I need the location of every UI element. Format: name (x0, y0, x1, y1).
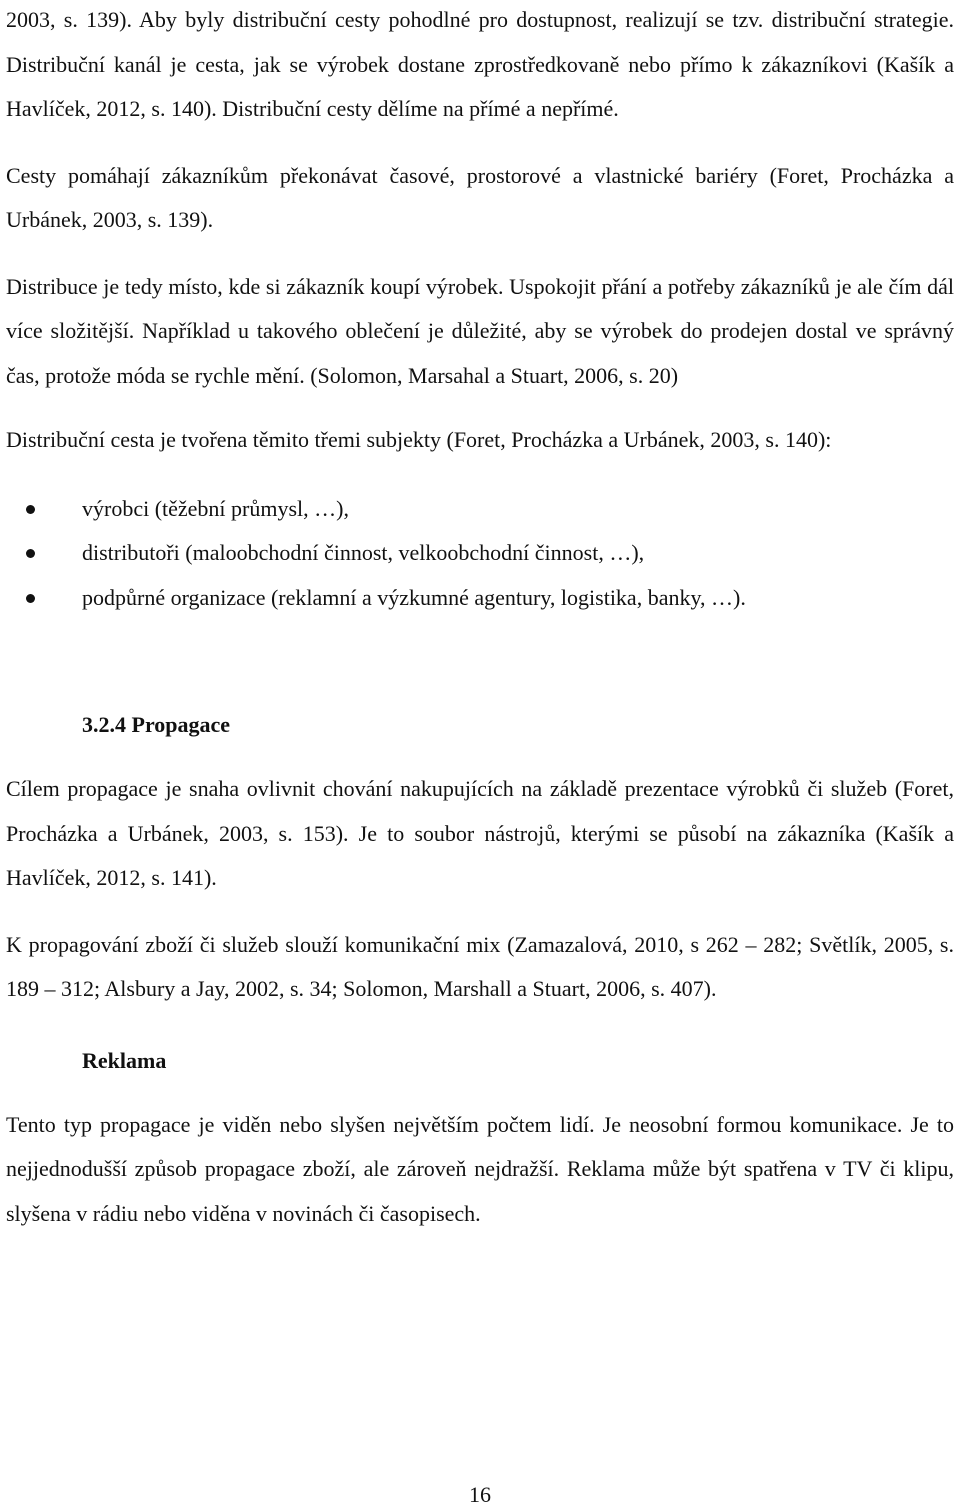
bullet-icon (26, 594, 35, 603)
paragraph-barriers: Cesty pomáhají zákazníkům překonávat časové, prostorové a vlastnické bariéry (Foret, Procházka a Urbánek, 2003, s. 139). (6, 162, 954, 232)
document-page (6, 0, 954, 1236)
bullet-icon (26, 549, 35, 558)
list-item-text: distributoři (maloobchodní činnost, velkoobchodní činnost, …), (82, 540, 645, 565)
page-number: 16 (469, 1482, 491, 1507)
paragraph-communication-mix: K propagování zboží či služeb slouží komunikační mix (Zamazalová, 2010, s 262 – 282; Světlík, 2005, s. 189 – 312; Alsbury a Jay, 2002, s. 34; Solomon, Marshall a Stuart, 2006, s. 407). (6, 931, 954, 1001)
paragraph-distribution-strategies: 2003, s. 139). Aby byly distribuční cesty pohodlné pro dostupnost, realizují se tzv. distribuční strategie. Distribuční kanál je cesta, jak se výrobek dostane zprostředkovaně nebo přímo k zákazníkovi (Kašík a Havlíček, 2012, s. 140). Distribuční cesty dělíme na přímé a nepřímé. (6, 7, 954, 121)
bullet-icon (26, 505, 35, 514)
subsection-heading: Reklama (82, 1047, 167, 1073)
paragraph-advertising: Tento typ propagace je viděn nebo slyšen největším počtem lidí. Je neosobní formou komunikace. Je to nejjednodušší způsob propagace zboží, ale zároveň nejdražší. Reklama může být spatřena v TV či klipu, slyšena v rádiu nebo viděna v novinách či časopisech. (6, 1111, 954, 1226)
list-item (6, 576, 954, 621)
paragraph-distribution-subjects: Distribuční cesta je tvořena těmito třemi subjekty (Foret, Procházka a Urbánek, 2003, s. 140): (6, 427, 832, 452)
list-item (6, 487, 954, 532)
list-item (6, 531, 954, 576)
list-item-text: výrobci (těžební průmysl, …), (82, 495, 349, 521)
subjects-bullet-list (6, 487, 954, 621)
list-item-text: podpůrné organizace (reklamní a výzkumné agentury, logistika, banky, …). (82, 584, 746, 610)
paragraph-promotion-goal: Cílem propagace je snaha ovlivnit chování nakupujících na základě prezentace výrobků či služeb (Foret, Procházka a Urbánek, 2003, s. 153). Je to soubor nástrojů, kterými se působí na zákazníka (Kašík a Havlíček, 2012, s. 141). (6, 776, 954, 890)
paragraph-distribution-place: Distribuce je tedy místo, kde si zákazník koupí výrobek. Uspokojit přání a potřeby zákazníků je ale čím dál více složitější. Například u takového oblečení je důležité, aby se výrobek do prodejen dostal ve správný čas, protože móda se rychle mění. (Solomon, Marsahal a Stuart, 2006, s. 20) (6, 273, 954, 388)
section-heading: 3.2.4 Propagace (82, 712, 231, 737)
